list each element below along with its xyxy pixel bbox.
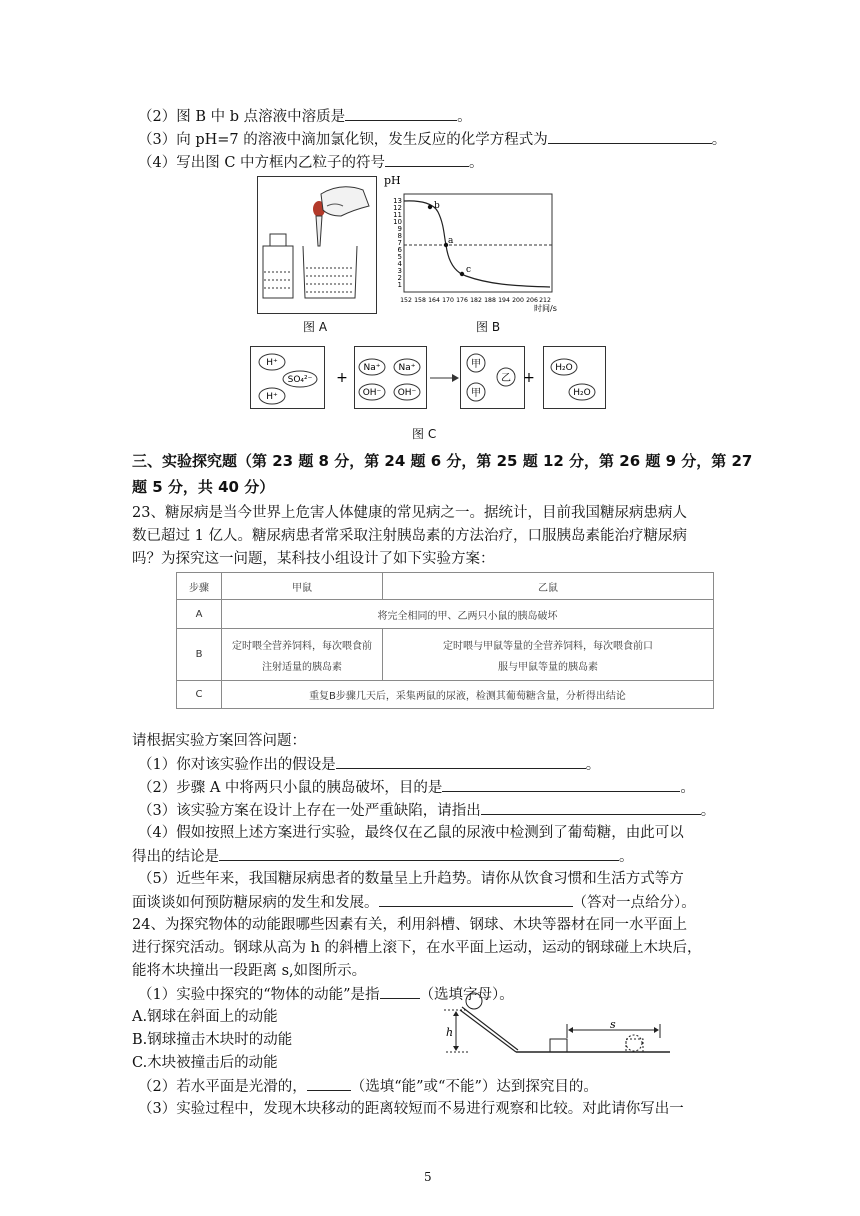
table-cell-line: 服与甲鼠等量的胰岛素 [498, 661, 598, 673]
figure-a-caption: 图 A [303, 320, 328, 334]
point-b-label: b [434, 201, 440, 211]
svg-text:200: 200 [512, 297, 524, 304]
answer-blank [336, 754, 586, 769]
sub-question-1 [138, 754, 600, 775]
answer-blank [481, 800, 701, 815]
ion-hydroxide: OH⁻ [362, 388, 382, 398]
ramp-experiment-diagram [438, 992, 672, 1058]
table-cell: 重复B步骤几天后，采集两鼠的尿液，检测其葡萄糖含量，分析得出结论 [222, 681, 714, 709]
period: 。 [711, 132, 727, 148]
svg-text:164: 164 [428, 297, 440, 304]
answer-blank [379, 892, 573, 907]
sub-question-text: 得出的结论是 [132, 849, 219, 865]
answer-blank [345, 106, 457, 121]
answer-blank [380, 984, 420, 999]
svg-text:170: 170 [442, 297, 454, 304]
svg-text:5: 5 [397, 253, 402, 261]
sub-question-2 [138, 777, 695, 798]
ion-sulfate: SO₄²⁻ [287, 375, 313, 385]
plus-sign: + [336, 370, 348, 386]
sub-question-text: 面谈谈如何预防糖尿病的发生和发展。 [132, 895, 379, 911]
particle-yi: 乙 [501, 373, 511, 384]
svg-text:13: 13 [393, 197, 402, 205]
svg-text:4: 4 [397, 260, 402, 268]
question-4-text: （4）写出图 C 中方框内乙粒子的符号 [138, 155, 386, 171]
answer-blank [442, 777, 680, 792]
q24-sub-2 [138, 1076, 598, 1097]
sub-question-text: （答对一点给分）。 [572, 895, 696, 911]
particle-jia: 甲 [471, 359, 481, 370]
answer-blank [385, 152, 469, 167]
question-2-line [138, 106, 472, 127]
page-number: 5 [424, 1170, 432, 1184]
svg-text:6: 6 [397, 246, 402, 254]
period: 。 [585, 757, 601, 773]
y-tick-labels [393, 197, 402, 289]
option-c: C.木块被撞击后的动能 [132, 1055, 278, 1071]
table-cell [383, 629, 714, 681]
svg-text:7: 7 [397, 239, 402, 247]
molecule-water: H₂O [555, 363, 573, 373]
sub-question-text: （2）步骤 A 中将两只小鼠的胰岛破坏，目的是 [138, 780, 443, 796]
sub-question-5-cont [132, 892, 696, 913]
ph-axis-label: pH [384, 174, 401, 187]
height-label: h [446, 1026, 454, 1039]
svg-text:3: 3 [397, 267, 402, 275]
plus-sign: + [523, 370, 535, 386]
svg-text:212: 212 [539, 297, 551, 304]
svg-text:176: 176 [456, 297, 468, 304]
period: 。 [457, 109, 472, 125]
q23-paragraph-line: 吗？为探究这一问题，某科技小组设计了如下实验方案： [132, 551, 495, 567]
q23-paragraph-line: 23、糖尿病是当今世界上危害人体健康的常见病之一。据统计，目前我国糖尿病患病人 [132, 505, 687, 521]
q24-paragraph-line: 进行探究活动。钢球从高为 h 的斜槽上滚下，在水平面上运动，运动的钢球碰上木块后， [132, 940, 702, 956]
table-cell-line: 注射适量的胰岛素 [262, 661, 342, 673]
table-header-jia: 甲鼠 [222, 573, 383, 600]
period: 。 [469, 155, 484, 171]
ion-na-plus: Na⁺ [398, 363, 416, 373]
ion-h-plus: H⁺ [266, 392, 278, 402]
table-cell [222, 629, 383, 681]
table-cell-step: A [177, 600, 222, 629]
svg-text:9: 9 [397, 225, 402, 233]
sub-question-3 [138, 800, 715, 821]
sub-question-5: （5）近些年来，我国糖尿病患者的数量呈上升趋势。请你从饮食习惯和生活方式等方 [138, 871, 684, 887]
period: 。 [680, 780, 695, 796]
sub-question-text: （1）实验中探究的“物体的动能”是指 [138, 987, 380, 1003]
x-tick-labels [400, 297, 551, 304]
sub-question-text: （3）该实验方案在设计上存在一处严重缺陷，请指出 [138, 803, 481, 819]
table-cell-step: C [177, 681, 222, 709]
point-c-label: c [466, 265, 472, 275]
svg-text:182: 182 [470, 297, 482, 304]
sub-question-text: （1）你对该实验作出的假设是 [138, 757, 336, 773]
arrow-icon [452, 374, 459, 382]
svg-text:158: 158 [414, 297, 426, 304]
option-b: B.钢球撞击木块时的动能 [132, 1032, 293, 1048]
time-axis-label: 时间/s [534, 304, 557, 313]
sub-question-text: （选填“能”或“不能”）达到探究目的。 [350, 1079, 598, 1095]
answer-blank [219, 846, 619, 861]
svg-text:2: 2 [397, 274, 402, 282]
option-a: A.钢球在斜面上的动能 [132, 1009, 278, 1025]
sub-question-text: （选填字母）。 [419, 987, 514, 1003]
molecule-water: H₂O [573, 388, 591, 398]
figure-a-beaker-drawing [257, 176, 377, 314]
svg-text:194: 194 [498, 297, 510, 304]
sub-question-4: （4）假如按照上述方案进行实验，最终仅在乙鼠的尿液中检测到了葡萄糖，由此可以 [138, 825, 684, 841]
svg-text:188: 188 [484, 297, 496, 304]
svg-text:11: 11 [393, 211, 402, 219]
svg-text:8: 8 [397, 232, 402, 240]
experiment-plan-table [176, 572, 714, 709]
instruction-line: 请根据实验方案回答问题： [132, 733, 306, 749]
question-2-text: （2）图 B 中 b 点溶液中溶质是 [138, 109, 346, 125]
sub-question-4-cont [132, 846, 634, 867]
table-header-step: 步骤 [177, 573, 222, 600]
table-header-yi: 乙鼠 [383, 573, 714, 600]
svg-text:12: 12 [393, 204, 402, 212]
particle-jia: 甲 [471, 388, 481, 399]
ion-hydroxide: OH⁻ [397, 388, 417, 398]
question-3-line [138, 129, 726, 150]
svg-text:1: 1 [397, 281, 402, 289]
table-cell-step: B [177, 629, 222, 681]
answer-blank [307, 1076, 351, 1091]
q24-paragraph-line: 24、为探究物体的动能跟哪些因素有关，利用斜槽、钢球、木块等器材在同一水平面上 [132, 917, 687, 933]
q24-sub-3: （3）实验过程中，发现木块移动的距离较短而不易进行观察和比较。对此请你写出一 [138, 1101, 684, 1117]
figure-b-caption: 图 B [476, 320, 501, 334]
ion-h-plus: H⁺ [266, 358, 278, 368]
table-cell-line: 定时喂与甲鼠等量的全营养饲料，每次喂食前口 [443, 640, 653, 652]
svg-text:152: 152 [400, 297, 412, 304]
point-a-label: a [448, 236, 454, 246]
distance-label: s [610, 1018, 616, 1031]
ion-na-plus: Na⁺ [363, 363, 381, 373]
section-heading-cont: 题 5 分，共 40 分） [132, 478, 275, 496]
question-4-line [138, 152, 484, 173]
figure-c-caption: 图 C [412, 427, 437, 441]
section-heading: 三、实验探究题（第 23 题 8 分，第 24 题 6 分，第 25 题 12 分，第 26 题 9 分，第 27 [132, 452, 753, 470]
q24-paragraph-line: 能将木块撞出一段距离 s,如图所示。 [132, 963, 367, 979]
svg-text:10: 10 [393, 218, 402, 226]
period: 。 [619, 849, 634, 865]
question-3-text: （3）向 pH=7 的溶液中滴加氯化钡，发生反应的化学方程式为 [138, 132, 548, 148]
svg-text:206: 206 [526, 297, 538, 304]
figure-b-ph-curve [382, 172, 560, 314]
answer-blank [548, 129, 712, 144]
table-cell-line: 定时喂全营养饲料，每次喂食前 [232, 640, 372, 652]
table-cell: 将完全相同的甲、乙两只小鼠的胰岛破坏 [222, 600, 714, 629]
sub-question-text: （2）若水平面是光滑的， [138, 1079, 307, 1095]
q23-paragraph-line: 数已超过 1 亿人。糖尿病患者常采取注射胰岛素的方法治疗，口服胰岛素能治疗糖尿病 [132, 528, 687, 544]
figure-c-particle-diagram [250, 340, 612, 420]
period: 。 [700, 803, 716, 819]
